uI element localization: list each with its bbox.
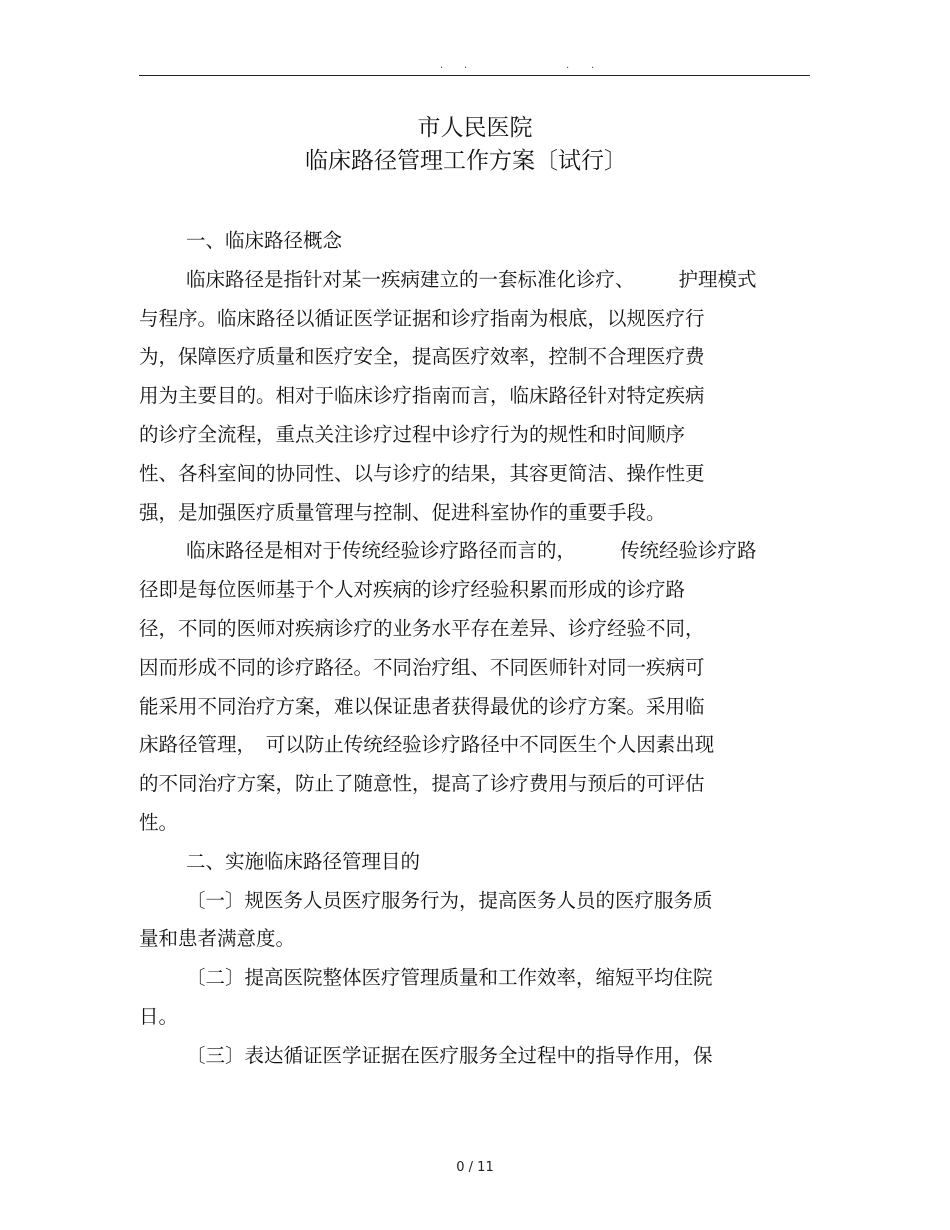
paragraph-line: 径即是每位医师基于个人对疾病的诊疗经验积累而形成的诊疗路: [139, 578, 686, 602]
paragraph-line: [139, 532, 819, 571]
document-title: [0, 112, 950, 178]
paragraph-line: 用为主要目的。相对于临床诊疗指南而言，临床路径针对特定疾病: [139, 384, 705, 408]
paragraph-line: 的诊疗全流程，重点关注诊疗过程中诊疗行为的规性和时间顺序: [139, 422, 686, 446]
text-span: 临床路径是相对于传统经验诊疗路径而言的，: [186, 539, 577, 563]
text-span: 护理模式: [678, 267, 757, 291]
section-heading: 二、实施临床路径管理目的: [186, 849, 421, 873]
paragraph-line: 为，保障医疗质量和医疗安全，提高医疗效率，控制不合理医疗费: [139, 345, 705, 369]
title-line-1: 市人民医院: [417, 115, 533, 141]
list-item-line: 〔一〕规医务人员医疗服务行为，提高医务人员的医疗服务质: [186, 888, 713, 912]
list-item-line: 量和患者满意度。: [139, 927, 296, 951]
paragraph-line: 径，不同的医师对疾病诊疗的业务水平存在差异、诊疗经验不同，: [139, 616, 705, 640]
header-dot: .: [566, 60, 570, 71]
text-span: 临床路径是指针对某一疾病建立的一套标准化诊疗、: [186, 267, 635, 291]
header-dots: [139, 60, 810, 72]
header-dot: .: [591, 60, 595, 71]
header-dot: .: [440, 60, 444, 71]
paragraph-line: [139, 261, 819, 300]
paragraph-line: 因而形成不同的诊疗路径。不同治疗组、不同医师针对同一疾病可: [139, 655, 705, 679]
paragraph-line: 能采用不同治疗方案，难以保证患者获得最优的诊疗方案。采用临: [139, 694, 705, 718]
list-item-line: 〔二〕提高医院整体医疗管理质量和工作效率，缩短平均住院: [186, 966, 713, 990]
paragraph-line: 的不同治疗方案，防止了随意性，提高了诊疗费用与预后的可评估: [139, 772, 705, 796]
section-heading: 一、临床路径概念: [186, 229, 343, 252]
list-item-line: 日。: [139, 1004, 179, 1028]
header-rule: [139, 75, 810, 76]
paragraph-line: 床路径管理， 可以防止传统经验诊疗路径中不同医生个人因素出现: [139, 733, 715, 757]
list-item-line: 〔三〕表达循证医学证据在医疗服务全过程中的指导作用，保: [186, 1043, 713, 1067]
page-number: 0 / 11: [456, 1160, 494, 1175]
paragraph-line: 强，是加强医疗质量管理与控制、促进科室协作的重要手段。: [139, 500, 666, 524]
paragraph-line: 性。: [139, 810, 179, 834]
header-dot: .: [464, 60, 468, 71]
paragraph-line: 与程序。临床路径以循证医学证据和诊疗指南为根底，以规医疗行: [139, 306, 705, 330]
document-body: [139, 222, 819, 1076]
text-span: 传统经验诊疗路: [620, 539, 757, 563]
title-line-2: 临床路径管理工作方案〔试行〕: [305, 148, 627, 174]
paragraph-line: 性、各科室间的协同性、以与诊疗的结果，其容更简洁、操作性更: [139, 461, 705, 485]
